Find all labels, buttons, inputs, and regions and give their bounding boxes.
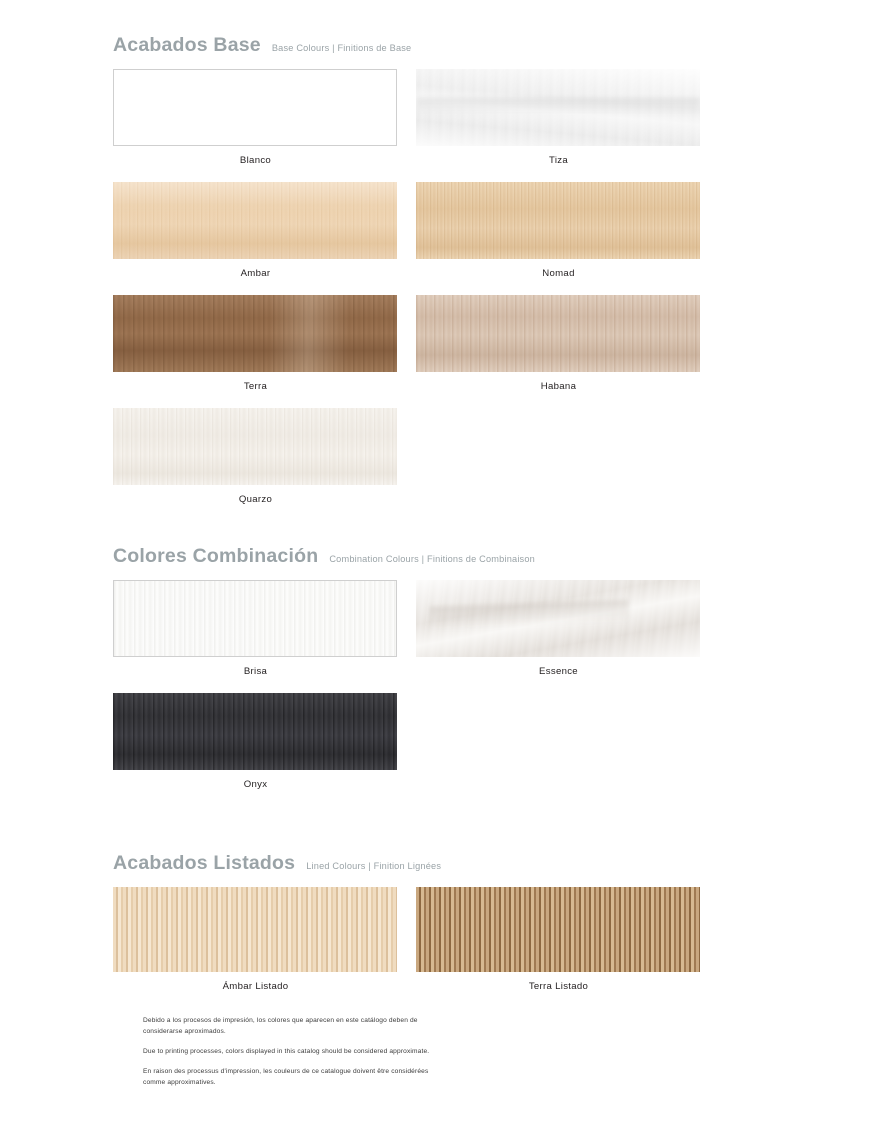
swatch-cell[interactable] (416, 182, 701, 295)
section-header (0, 34, 870, 57)
swatch-cell[interactable] (416, 887, 701, 1008)
section-colores-combinacion (0, 545, 870, 806)
swatch-grid (0, 580, 870, 806)
disclaimer (143, 1016, 443, 1097)
color-swatch-ambar-listado[interactable] (113, 887, 397, 972)
color-swatch-essence[interactable] (416, 580, 700, 657)
swatch-cell[interactable] (416, 69, 701, 182)
section-subtitle: Combination Colours | Finitions de Combinaison (329, 554, 535, 564)
swatch-row (113, 408, 870, 521)
disclaimer-fr: En raison des processus d'impression, les couleurs de ce catalogue doivent être considérées comme approximatives. (143, 1067, 429, 1086)
color-swatch-tiza[interactable] (416, 69, 700, 146)
section-title: Acabados Listados (113, 852, 296, 874)
section-header (0, 545, 870, 568)
swatch-row (113, 69, 870, 182)
section-title: Acabados Base (113, 34, 261, 56)
color-swatch-quarzo[interactable] (113, 408, 397, 485)
swatch-row (113, 693, 870, 806)
swatch-label: Onyx (243, 779, 268, 790)
swatch-label: Quarzo (238, 494, 273, 505)
disclaimer-es: Debido a los procesos de impresión, los colores que aparecen en este catálogo deben de considerarse aproximados. (143, 1017, 418, 1035)
color-swatch-ambar[interactable] (113, 182, 397, 259)
swatch-cell[interactable] (113, 693, 398, 806)
swatch-label: Nomad (542, 268, 575, 279)
color-swatch-onyx[interactable] (113, 693, 397, 770)
swatch-label: Essence (539, 666, 578, 677)
swatch-cell[interactable] (416, 580, 701, 693)
swatch-cell[interactable] (113, 295, 398, 408)
swatch-cell[interactable] (113, 887, 398, 1008)
swatch-cell[interactable] (113, 182, 398, 295)
section-acabados-listados (0, 852, 870, 1008)
swatch-grid (0, 69, 870, 521)
section-acabados-base (0, 34, 870, 521)
swatch-label: Tiza (549, 155, 568, 166)
swatch-cell[interactable] (113, 408, 398, 521)
swatch-label: Brisa (243, 666, 268, 677)
swatch-row (113, 887, 870, 1008)
swatch-cell[interactable] (113, 580, 398, 693)
swatch-label: Ámbar Listado (222, 981, 289, 992)
swatch-row (113, 182, 870, 295)
section-subtitle: Lined Colours | Finition Lignées (306, 861, 442, 871)
swatch-label: Terra Listado (528, 981, 589, 992)
swatch-grid (0, 887, 870, 1008)
swatch-cell[interactable] (113, 69, 398, 182)
swatch-label: Terra (243, 381, 268, 392)
color-swatch-nomad[interactable] (416, 182, 700, 259)
section-subtitle: Base Colours | Finitions de Base (271, 43, 412, 53)
swatch-label: Habana (540, 381, 577, 392)
swatch-label: Ambar (240, 268, 271, 279)
disclaimer-en: Due to printing processes, colors displayed in this catalog should be considered approximate. (143, 1047, 430, 1055)
swatch-label: Blanco (239, 155, 272, 166)
swatch-row (113, 295, 870, 408)
color-swatch-terra[interactable] (113, 295, 397, 372)
swatch-row (113, 580, 870, 693)
color-swatch-brisa[interactable] (113, 580, 397, 657)
color-swatch-habana[interactable] (416, 295, 700, 372)
color-swatch-blanco[interactable] (113, 69, 397, 146)
swatch-cell[interactable] (416, 295, 701, 408)
color-swatch-terra-listado[interactable] (416, 887, 700, 972)
section-title: Colores Combinación (113, 545, 319, 567)
section-header (0, 852, 870, 875)
